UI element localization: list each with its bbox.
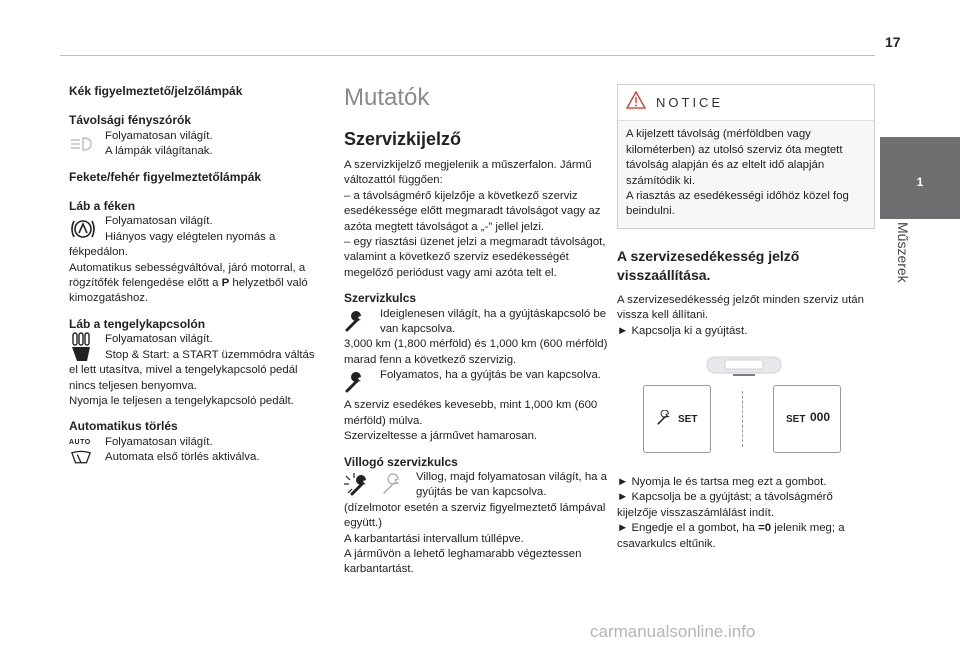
panel-left-set-label: SET [678, 414, 698, 426]
reset-button-panel-right[interactable] [773, 385, 841, 453]
service-indicator-title: Szervizkijelző [344, 129, 462, 149]
wrench-icon [656, 410, 672, 431]
flashing-wrench-title: Villogó szervizkulcs [344, 454, 458, 469]
reset-step-3: ► Kapcsolja be a gyújtást; a távolságmérő kijelzője visszaszámlálást indít. [617, 491, 833, 519]
distance-beam-title: Távolsági fényszórók [69, 113, 192, 128]
clutch-line1: Folyamatosan világít. [105, 333, 213, 346]
column-left [69, 84, 327, 466]
reset-button-panel-left[interactable] [643, 385, 711, 453]
column-right [617, 84, 875, 552]
wrench-icon [344, 307, 380, 337]
clutch-line2: Stop & Start: a START üzemmódra váltás [105, 348, 315, 361]
wrench-title: Szervizkulcs [344, 291, 417, 306]
wrench-text-2: 3,000 km (1,800 mérföld) és 1,000 km (600 mérföld) marad fenn a következő szervizig. [344, 338, 608, 366]
clutch-cont2: Nyomja le teljesen a tengelykapcsoló pedált. [69, 394, 294, 407]
notice-box [617, 84, 875, 229]
distance-beam-line1: Folyamatosan világít. [105, 129, 213, 142]
foot-brake-title: Láb a féken [69, 199, 136, 214]
flashing-wrench-row [344, 470, 608, 501]
foot-brake-line2: Hiányos vagy elégtelen nyomás a [105, 230, 276, 243]
warning-triangle-icon [626, 91, 646, 114]
auto-wiper-icon-label: AUTO [69, 438, 91, 446]
auto-wipe-row [69, 435, 327, 466]
clutch-row [69, 332, 327, 363]
page-number: 17 [885, 34, 901, 50]
flashing-wrench-icon [344, 470, 416, 500]
foot-brake-cont1: fékpedálon. [69, 246, 128, 259]
reset-step-1: ► Kapcsolja ki a gyújtást. [617, 324, 748, 337]
high-beam-icon [69, 129, 105, 159]
auto-wiper-icon [69, 435, 105, 465]
flashing-text-1: (dízelmotor esetén a szerviz figyelmeztető lámpával együtt.) [344, 501, 606, 530]
heading-bw-lamps: Fekete/fehér figyelmeztetőlámpák [69, 169, 262, 184]
wrench-text-5: Szervizeltesse a járművet hamarosan. [344, 430, 538, 443]
brake-pedal-icon [69, 214, 105, 244]
notice-header [618, 85, 874, 121]
reset-illustration [617, 351, 875, 461]
service-intro: A szervizkijelző megjelenik a műszerfalon. Jármű változattól függően: [344, 159, 592, 187]
flashing-text-3: A járművön a lehető leghamarabb végeztessen karbantartást. [344, 547, 582, 576]
flashing-text-2: A karbantartási intervallum túllépve. [344, 532, 524, 545]
reset-step-4: ► Engedje el a gombot, ha =0 jelenik meg; a csavarkulcs eltűnik. [617, 522, 845, 550]
wrench-text-4: A szerviz esedékes kevesebb, mint 1,000 km (600 mérföld) múlva. [344, 399, 598, 427]
gear-p-label: P [221, 277, 230, 290]
foot-brake-cont2: Automatikus sebességváltóval, járó motorral, a rögzítőfék felengedése előtt a P helyzetből való kimozgatáshoz. [69, 261, 308, 305]
clutch-cont1: el lett utasítva, mivel a tengelykapcsoló pedál nincs teljesen benyomva. [69, 364, 298, 392]
header-rule [60, 55, 875, 56]
wrench-steady-icon [344, 368, 380, 398]
auto-wipe-line1: Folyamatosan világít. [105, 435, 213, 448]
reset-step-2: ► Nyomja le és tartsa meg ezt a gombot. [617, 476, 827, 489]
panel-right-set-label: SET [786, 414, 806, 426]
foot-on-clutch-icon [69, 332, 105, 362]
distance-beam-row [69, 129, 327, 160]
wrench-text-1: Ideiglenesen világít, ha a gyújtáskapcsoló be van kapcsolva. [380, 307, 607, 336]
distance-beam-line2: A lámpák világítanak. [105, 145, 213, 158]
flashing-wrench-text: Villog, majd folyamatosan világít, ha a gyújtás be van kapcsolva. [416, 470, 608, 499]
heading-blue-lamps: Kék figyelmeztető/jelzőlámpák [69, 84, 243, 98]
column-middle [344, 84, 608, 578]
watermark: carmanualsonline.info [590, 622, 756, 641]
chapter-tab-label: Műszerek [895, 222, 911, 283]
service-bullet-1: – a távolságmérő kijelzője a következő szerviz esedékessége előtt megmaradt távolságot vagy az azóta megtett távolságot a „-” jellel jelzi. [344, 189, 601, 233]
chapter-tab-number: 1 [916, 175, 924, 189]
clutch-title: Láb a tengelykapcsolón [69, 316, 206, 331]
service-bullet-2: – egy riasztási üzenet jelzi a megmaradt távolságot, valamint a következő szerviz esedékességét megelőző periódust vagy ami azóta telt el. [344, 236, 606, 279]
section-title: Mutatók [344, 84, 430, 111]
notice-title: NOTICE [656, 95, 724, 110]
wrench-row-2 [344, 368, 608, 398]
notice-body: A kijelzett távolság (mérföldben vagy kilométerben) az utolsó szerviz óta megtett távolság alapján és az eltelt idő alapján számítódik ki. A riasztás az esedékességi időhöz közel fog beindulni. [626, 128, 849, 218]
panel-right-counter: 000 [810, 410, 831, 425]
reset-title: A szervizesedékesség jelző visszaállítása. [617, 247, 800, 283]
zero-label: =0 [758, 522, 772, 535]
dashboard-display [703, 353, 785, 377]
auto-wipe-title: Automatikus törlés [69, 419, 178, 434]
foot-brake-line1: Folyamatosan világít. [105, 215, 213, 228]
separator-line [742, 391, 744, 447]
auto-wipe-line2: Automata első törlés aktiválva. [105, 451, 260, 464]
foot-brake-row [69, 214, 327, 245]
wrench-row-1 [344, 307, 608, 338]
wrench-text-3: Folyamatos, ha a gyújtás be van kapcsolva. [380, 369, 601, 382]
reset-intro: A szervizesedékesség jelzőt minden szerviz után vissza kell állítani. [617, 293, 864, 322]
